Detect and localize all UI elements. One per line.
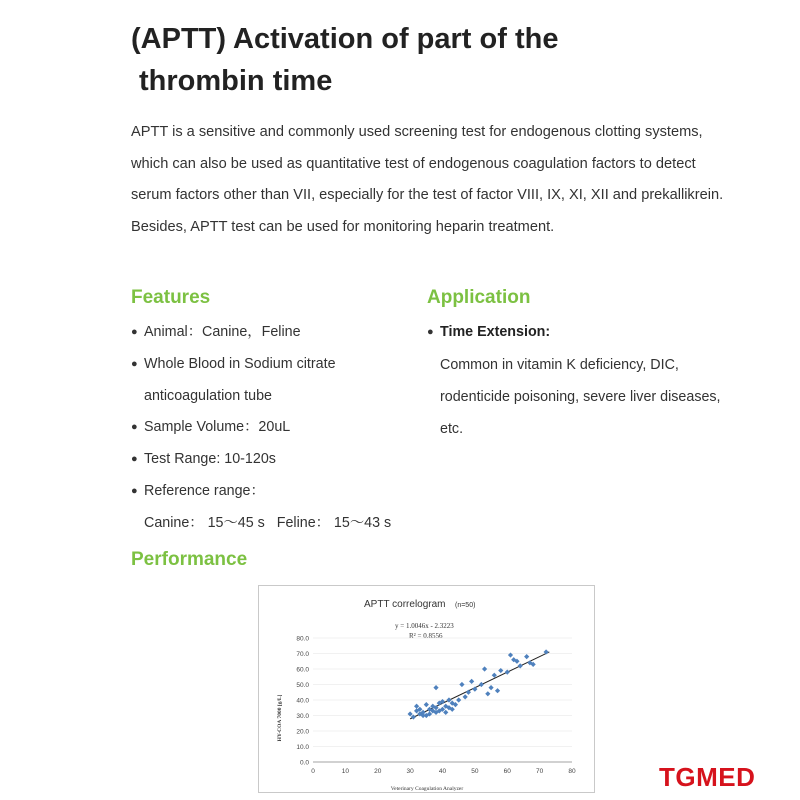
chart-point [456,697,461,702]
chart-point [505,670,510,675]
chart-ytick-label: 60.0 [296,666,309,674]
bullet-icon: ● [427,326,434,338]
chart-title: APTT correlogram [364,599,446,610]
features-item [131,476,421,540]
features-item-cont: anticoagulation tube [144,387,272,404]
features-heading: Features [131,287,211,308]
chart-ytick-label: 20.0 [296,728,309,736]
chart-r-squared: R² = 0.8556 [409,632,443,640]
chart-point [524,654,529,659]
chart-title-note: (n=50) [455,602,476,609]
correlogram-svg [259,586,594,792]
application-list [427,317,727,349]
performance-heading: Performance [131,549,248,570]
chart-axes [296,636,576,776]
chart-xtick-label: 70 [536,768,544,775]
intro-paragraph: APTT is a sensitive and commonly used screening test for endogenous clotting systems, which can also be used as quantitative test of endogenous coagulation factors to detect serum factors other than VII, especially for the test of factor VIII, IX, XI, XII and prekallikrein. Besides, APTT test can be used for monitoring heparin treatment. [131,124,724,236]
chart-ytick-label: 80.0 [296,635,309,643]
application-item-text: Common in vitamin K deficiency, DIC, rodenticide poisoning, severe liver diseases, etc. [440,357,721,437]
application-heading: Application [427,287,531,308]
bullet-icon: ● [131,421,138,434]
features-item-text: Animal：Canine，Feline [144,324,301,340]
chart-ytick-label: 0.0 [299,759,309,767]
application-item-title: Time Extension: [440,324,551,340]
chart-xtick-label: 60 [503,768,511,775]
brand-logo: TGMED [659,762,756,792]
chart-point [463,694,468,699]
chart-point [414,704,419,709]
features-item-cont: Canine： 15～45 s Feline： 15～43 s [144,514,392,531]
chart-point [518,663,523,668]
chart-ytick-label: 30.0 [296,713,309,720]
page-title-line2: thrombin time [139,65,333,97]
chart-point [485,691,490,696]
chart-point [443,710,448,715]
chart-xlabel: Veterinary Coagulation Analyzer [390,786,464,792]
chart-xtick-label: 30 [406,768,414,775]
features-list [131,317,421,540]
page-title-line1: (APTT) Activation of part of the [131,23,559,55]
chart-point [482,666,487,671]
page-title [131,18,751,102]
chart-point [469,679,474,684]
chart-xtick-label: 80 [568,768,576,775]
chart-xtick-label: 0 [311,768,315,775]
chart-equation: y = 1.0046x - 2.3223 [395,622,454,630]
chart-xtick-label: 10 [341,768,349,775]
chart-point [424,702,429,707]
bullet-icon: ● [131,326,138,338]
features-item [131,412,421,444]
chart-point [459,682,464,687]
bullet-icon: ● [131,357,138,370]
chart-ytick-label: 40.0 [296,697,309,705]
chart-point [479,682,484,687]
features-item-text: Test Range: 10-120s [144,451,276,468]
chart-ylabel: HY-COA 7000 [g/L] [277,694,283,742]
features-item [131,444,421,476]
bullet-icon: ● [131,484,138,497]
chart-point [446,697,451,702]
bullet-icon: ● [131,453,138,466]
features-item-text: Reference range： [144,482,265,499]
features-item-text: Sample Volume：20uL [144,419,291,436]
features-item-text: Whole Blood in Sodium citrate [144,355,336,372]
chart-point [495,688,500,693]
chart-xtick-label: 40 [438,768,447,775]
features-item [131,317,421,349]
chart-point [488,685,493,690]
application-item [427,317,727,349]
correlogram-chart [258,585,595,793]
chart-ytick-label: 70.0 [296,651,309,658]
chart-ytick-label: 10.0 [296,744,309,751]
features-item [131,349,421,413]
chart-ytick-label: 50.0 [296,682,309,689]
chart-xtick-label: 50 [471,768,479,775]
chart-point [433,685,438,690]
chart-xtick-label: 20 [374,768,382,775]
